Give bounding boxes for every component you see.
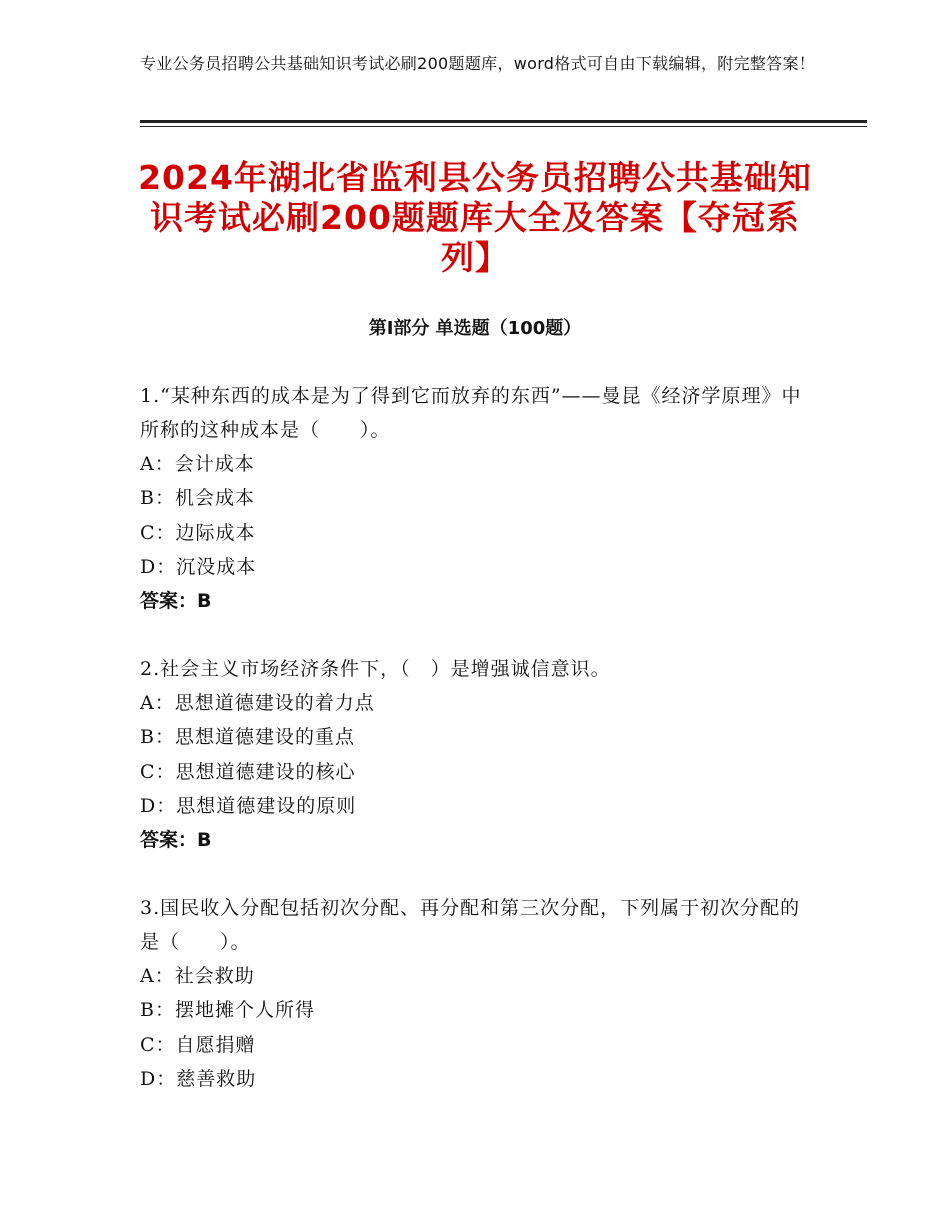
option-c: C：边际成本 bbox=[140, 521, 256, 544]
option-b: B：机会成本 bbox=[140, 487, 255, 510]
question-text: 1.“某种东西的成本是为了得到它而放弃的东西”——曼昆《经济学原理》中所称的这种成本是（ ）。 bbox=[140, 385, 802, 441]
option-c: C：思想道德建设的核心 bbox=[140, 760, 356, 783]
question-text: 3.国民收入分配包括初次分配、再分配和第三次分配，下列属于初次分配的是（ ）。 bbox=[140, 897, 801, 953]
option-d: D：慈善救助 bbox=[140, 1067, 257, 1090]
document-title: 2024年湖北省监利县公务员招聘公共基础知识考试必刷200题题库大全及答案【夺冠系列】 bbox=[138, 158, 812, 277]
option-c: C：自愿捐赠 bbox=[140, 1033, 256, 1056]
option-d: D：思想道德建设的原则 bbox=[140, 794, 357, 817]
answer: 答案：B bbox=[140, 829, 212, 852]
section-title: 第Ⅰ部分 单选题（100题） bbox=[368, 318, 582, 339]
question-text: 2.社会主义市场经济条件下，（ ）是增强诚信意识。 bbox=[140, 658, 611, 680]
question-3 bbox=[140, 891, 810, 1096]
header-divider-thin bbox=[140, 126, 867, 127]
question-2 bbox=[140, 652, 810, 857]
option-a: A：会计成本 bbox=[140, 453, 255, 475]
header-note: 专业公务员招聘公共基础知识考试必刷200题题库，word格式可自由下载编辑，附完整答案！ bbox=[140, 54, 816, 73]
option-d: D：沉没成本 bbox=[140, 555, 257, 578]
option-b: B：思想道德建设的重点 bbox=[140, 726, 355, 749]
option-a: A：社会救助 bbox=[140, 965, 255, 987]
header-divider-thick bbox=[140, 120, 867, 123]
option-a: A：思想道德建设的着力点 bbox=[140, 692, 375, 714]
question-1 bbox=[140, 379, 810, 618]
option-b: B：摆地摊个人所得 bbox=[140, 999, 315, 1022]
answer: 答案：B bbox=[140, 590, 212, 613]
